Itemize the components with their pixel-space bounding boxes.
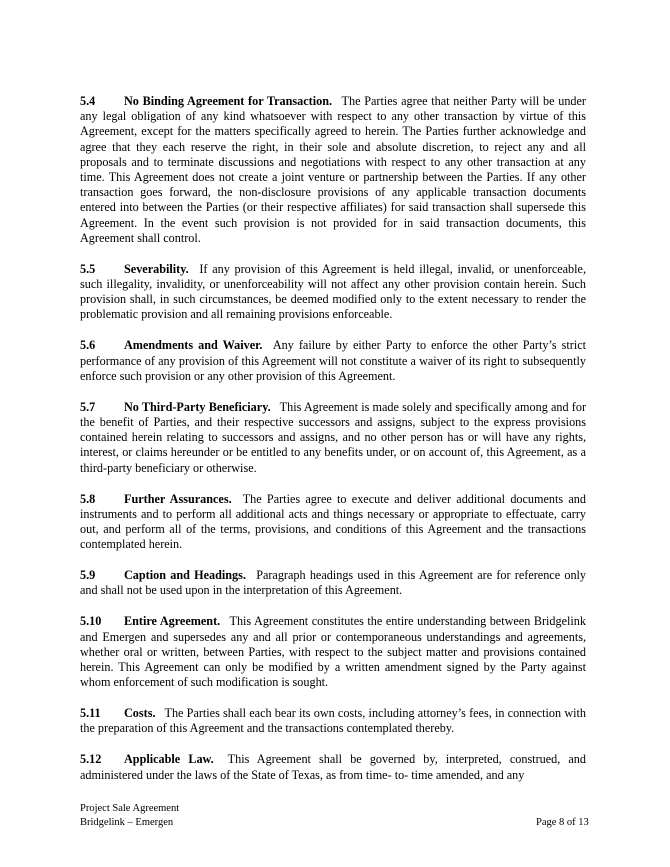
section-5-11: [80, 706, 586, 736]
section-heading: Caption and Headings.: [124, 568, 246, 583]
section-number: 5.5: [80, 261, 96, 276]
section-5-6: [80, 338, 586, 384]
section-number: 5.4: [80, 94, 96, 108]
section-heading: No Third-Party Beneficiary.: [124, 399, 271, 414]
section-text: The Parties agree to execute and deliver additional documents and instruments and to perform all additional acts and things necessary or appropriate to effectuate, carry out, and perform all of the terms, provisions, and conditions of this Agreement and the transactions contemplated herein.: [80, 491, 586, 552]
section-text: If any provision of this Agreement is held illegal, invalid, or unenforceable, such illegality, invalidity, or unenforceability will not affect any other provision contain herein. Such provision shall, in such circumstances, be deemed modified only to the extent necessary to render the problematic provision and all remaining provisions enforceable.: [80, 261, 586, 322]
section-heading: Applicable Law.: [124, 752, 214, 767]
section-5-8: [80, 492, 586, 553]
section-number: 5.6: [80, 338, 96, 353]
document-body: [80, 94, 586, 799]
section-5-10: [80, 614, 586, 690]
section-text: Paragraph headings used in this Agreement are for reference only and shall not be used upon in the interpretation of this Agreement.: [80, 568, 587, 598]
section-text: This Agreement is made solely and specifically among and for the benefit of Parties, and their respective successors and assigns, subject to the express provisions contained herein relating to successors and assigns, and no other person has or will have any rights, interest, or claims hereunder or be entitled to any benefits under, or on account of, this Agreement, as a third-party beneficiary or otherwise.: [80, 399, 586, 475]
section-number: 5.9: [80, 568, 96, 583]
section-5-9: [80, 568, 586, 598]
section-text: This Agreement constitutes the entire understanding between Bridgelink and Emergen and supersedes any and all prior or contemporaneous understandings and agreements, whether oral or written, between Parties, with respect to the subject matter and provisions contained herein. This Agreement can only be modified by a written amendment signed by the Party against whom enforcement of such modification is sought.: [80, 614, 586, 690]
section-5-4: [80, 94, 586, 246]
section-text: The Parties shall each bear its own costs, including attorney’s fees, in connection with the preparation of this Agreement and the transactions contemplated thereby.: [80, 706, 587, 736]
page-number: Page 8 of 13: [536, 817, 589, 828]
section-heading: No Binding Agreement for Transaction.: [124, 94, 333, 108]
section-number: 5.12: [80, 752, 102, 767]
section-number: 5.10: [80, 614, 102, 629]
page-footer: [80, 802, 179, 830]
section-heading: Amendments and Waiver.: [124, 338, 263, 353]
section-heading: Severability.: [124, 261, 189, 276]
section-5-7: [80, 400, 586, 476]
section-heading: Entire Agreement.: [124, 614, 221, 629]
section-text: The Parties agree that neither Party will be under any legal obligation of any kind whatsoever with respect to any other transaction by virtue of this Agreement, except for the matters specifically agreed to herein. The Parties further acknowledge and agree that they each reserve the right, in their sole and absolute discretion, to reject any and all proposals and to terminate discussions and negotiations with respect to any other transaction at any time. This Agreement does not create a joint venture or partnership between the Parties. If any other transaction goes forward, the non-disclosure provisions of any applicable transaction documents entered into between the Parties (or their respective affiliates) for said transaction shall supersede this Agreement. In the event such provision is not provided for in said transaction documents, this Agreement shall control.: [80, 94, 586, 245]
section-heading: Further Assurances.: [124, 491, 232, 506]
footer-document-title: Project Sale Agreement: [80, 803, 180, 814]
section-number: 5.8: [80, 491, 96, 506]
footer-parties: Bridgelink – Emergen: [80, 817, 174, 828]
section-number: 5.7: [80, 399, 96, 414]
section-5-5: [80, 262, 586, 323]
section-text: This Agreement shall be governed by, interpreted, construed, and administered under the laws of the State of Texas, as from time- to- time amended, and any: [80, 752, 586, 782]
section-text: Any failure by either Party to enforce the other Party’s strict performance of any provision of this Agreement will not constitute a waiver of its right to subsequently enforce such provision or any other provision of this Agreement.: [80, 338, 586, 383]
section-heading: Costs.: [124, 706, 156, 721]
section-number: 5.11: [80, 706, 101, 721]
section-5-12: [80, 752, 586, 782]
